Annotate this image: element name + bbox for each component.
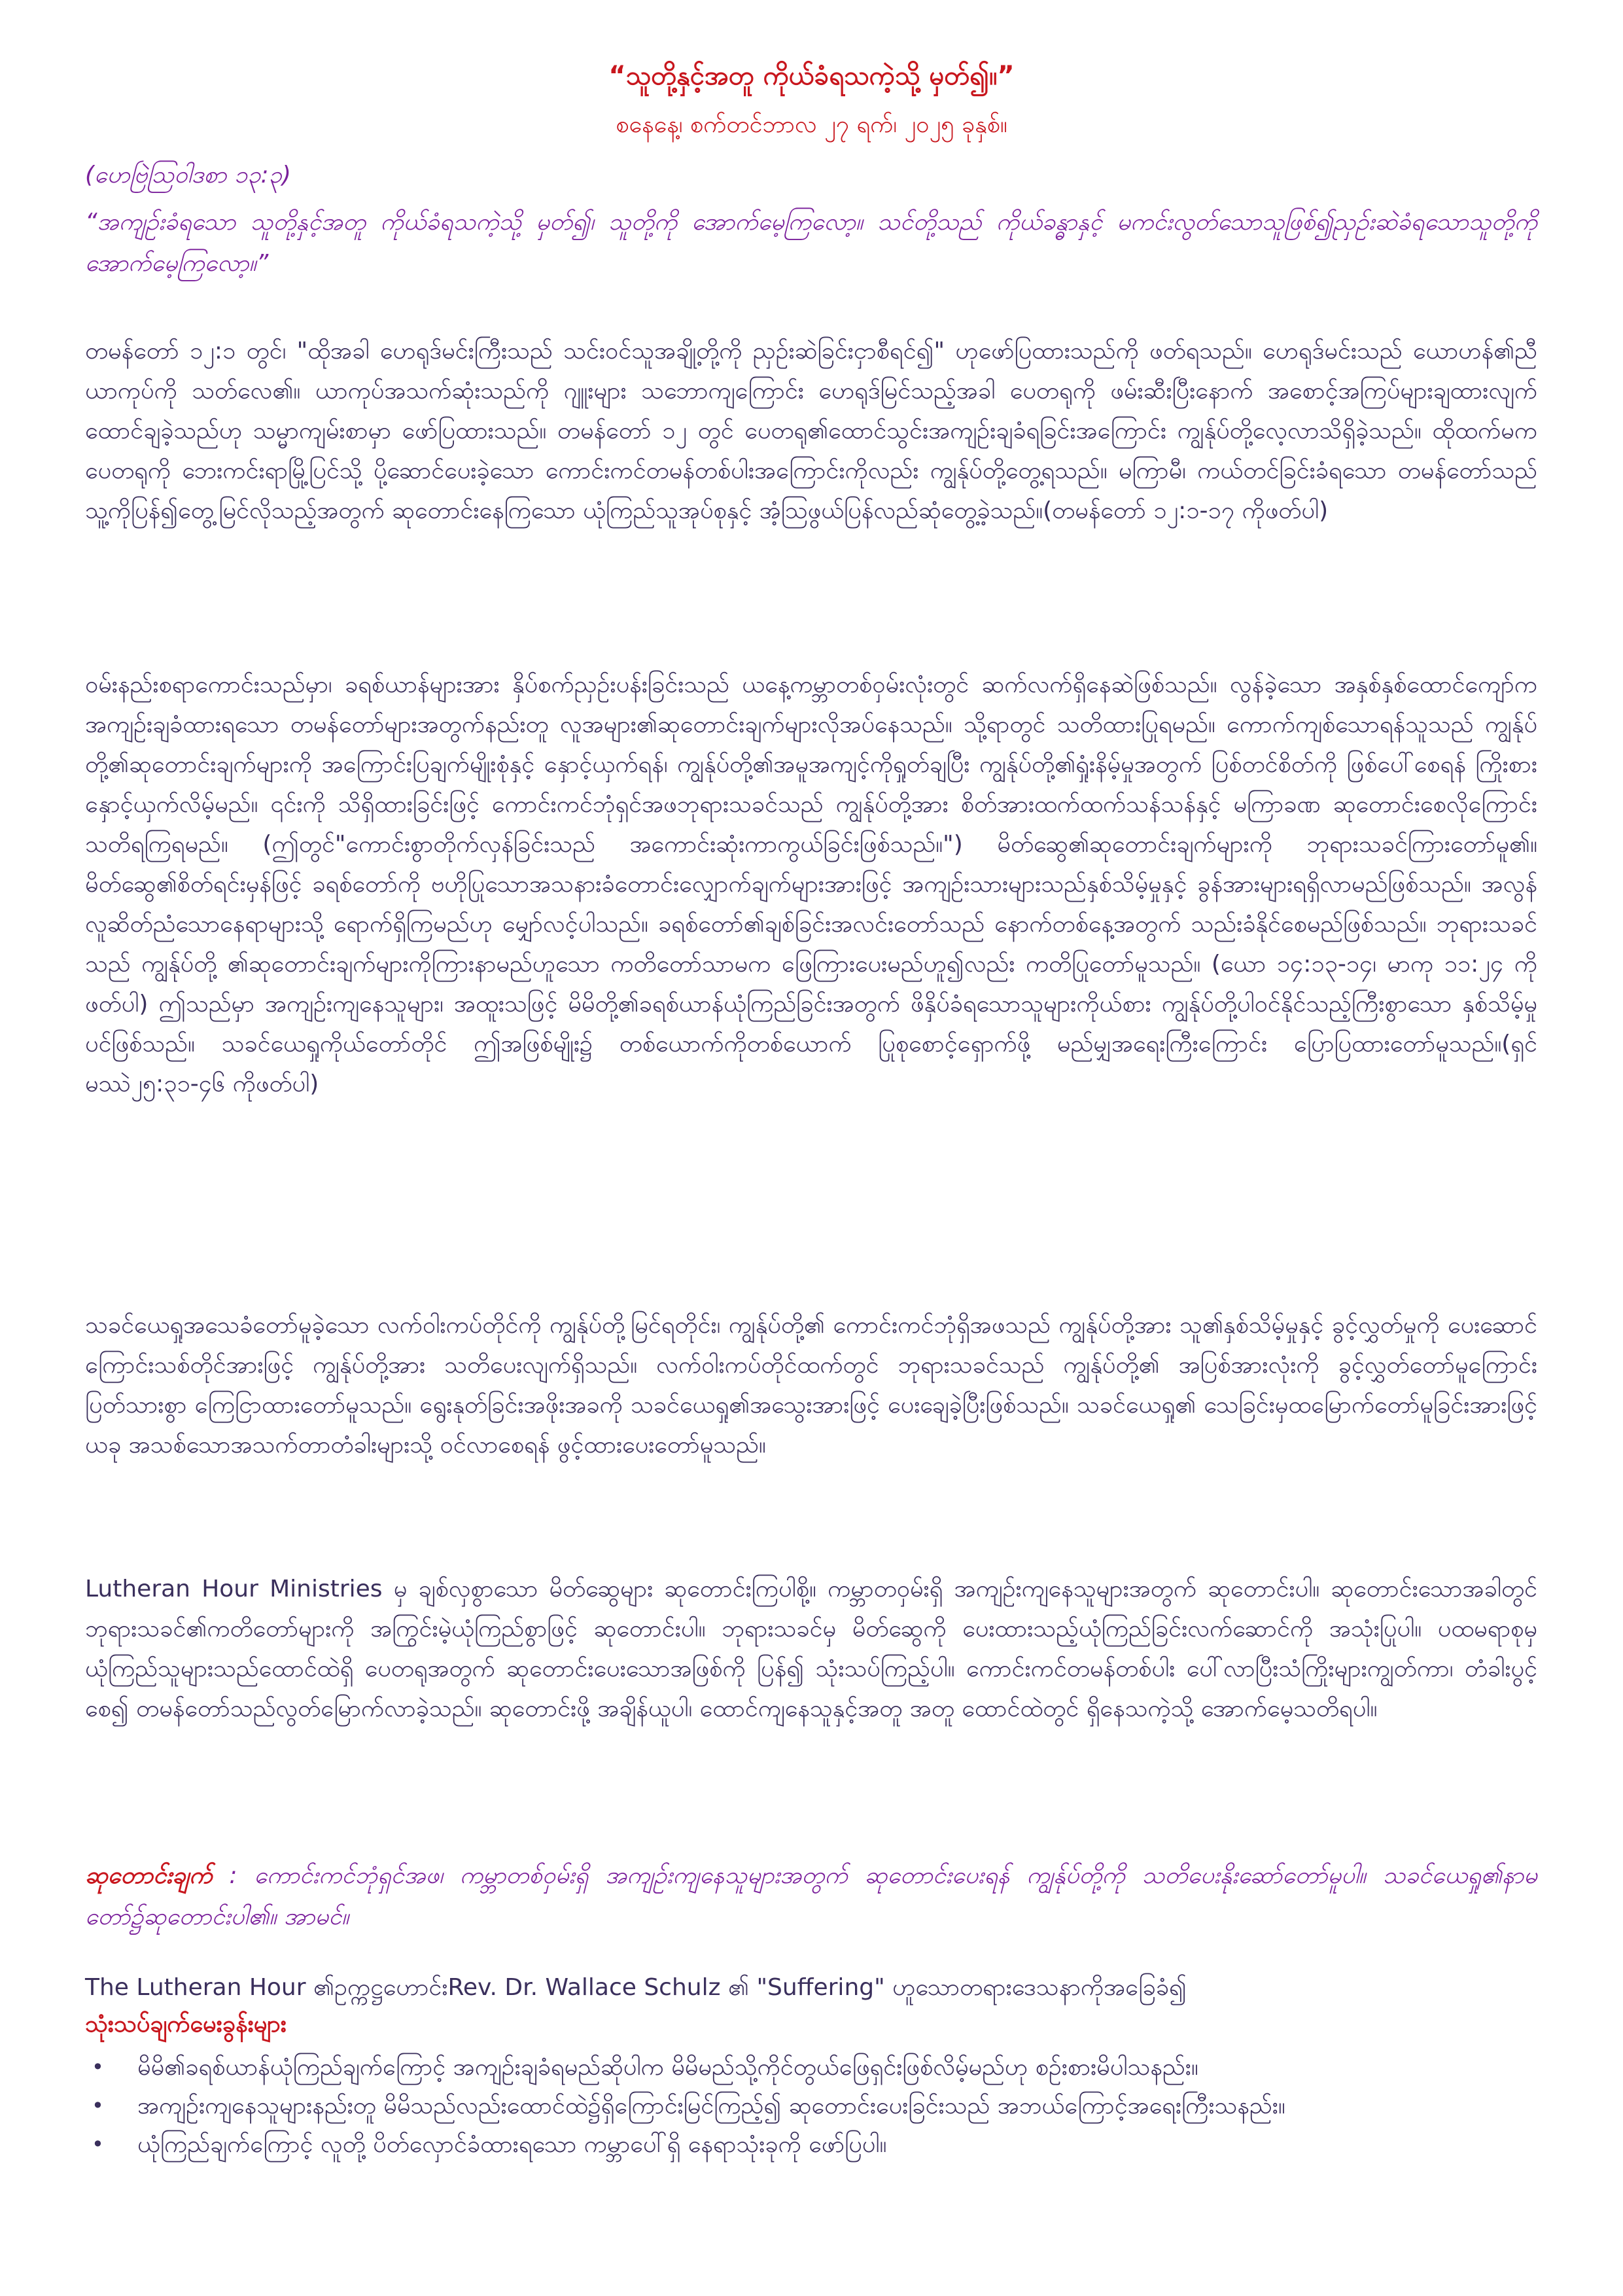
bullet-icon: •: [92, 2093, 104, 2118]
body-paragraph-1: တမန်တော် ၁၂:၁ တွင်၊ "ထိုအခါ ဟေရုဒ်မင်းကြီးသည် သင်းဝင်သူအချို့တို့ကို ညှဉ်းဆဲခြင်းငှာစီရင်၍" ဟုဖော်ပြထားသည်ကို ဖတ်ရသည်။ ဟေရုဒ်မင်းသည် ယောဟန်၏ညီယာကုပ်ကို သတ်လေ၏။ ယာကုပ်အသက်ဆုံးသည်ကို ဂျူးများ သဘောကျကြောင်း ဟေရုဒ်မြင်သည့်အခါ ပေတရုကို ဖမ်းဆီးပြီးနောက် အစောင့်အကြပ်များချထားလျက် ထောင်ချခဲ့သည်ဟု သမ္မာကျမ်းစာမှာ ဖော်ပြထားသည်။ တမန်တော် ၁၂ တွင် ပေတရု၏ထောင်သွင်းအကျဉ်းချခံရခြင်းအကြောင်း ကျွန်ုပ်တို့လေ့လာသိရှိခဲ့သည်။ ထိုထက်မက ပေတရုကို ဘေးကင်းရာမြို့ပြင်သို့ ပို့ဆောင်ပေးခဲ့သော ကောင်းကင်တမန်တစ်ပါးအကြောင်းကိုလည်း ကျွန်ုပ်တို့တွေ့ရသည်။ မကြာမီ၊ ကယ်တင်ခြင်းခံရသော တမန်တော်သည် သူ့ကိုပြန်၍တွေ့မြင်လိုသည့်အတွက် ဆုတောင်းနေကြသော ယုံကြည်သူအုပ်စုနှင့် အံ့သြဖွယ်ပြန်လည်ဆုံတွေ့ခဲ့သည်။(တမန်တော် ၁၂:၁-၁၇ ကိုဖတ်ပါ): [85, 338, 1537, 524]
bullet-icon: •: [92, 2132, 104, 2157]
body-paragraph-4: Lutheran Hour Ministries မှ ချစ်လှစွာသော မိတ်ဆွေများ ဆုတောင်းကြပါစို့။ ကမ္ဘာတဝှမ်းရှိ အကျဉ်းကျနေသူများအတွက် ဆုတောင်းပါ။ ဆုတောင်းသောအခါတွင် ဘုရားသခင်၏ကတိတော်များကို အကြွင်းမဲ့ယုံကြည်စွာဖြင့် ဆုတောင်းပါ။ ဘုရားသခင်မှ မိတ်ဆွေကို ပေးထားသည့်ယုံကြည်ခြင်းလက်ဆောင်ကို အသုံးပြုပါ။ ပထမရာစုမှ ယုံကြည်သူများသည်ထောင်ထဲရှိ ပေတရုအတွက် ဆုတောင်းပေးသောအဖြစ်ကို ပြန်၍ သုံးသပ်ကြည့်ပါ။ ကောင်းကင်တမန်တစ်ပါး ပေါ်လာပြီးသံကြိုးများကျွတ်ကာ၊ တံခါးပွင့်စေ၍ တမန်တော်သည်လွတ်မြောက်လာခဲ့သည်။ ဆုတောင်းဖို့ အချိန်ယူပါ၊ ထောင်ကျနေသူနှင့်အတူ အတူ ထောင်ထဲတွင် ရှိနေသကဲ့သို့ အောက်မေ့သတိရပါ။: [85, 1576, 1537, 1722]
prayer-separator: :: [212, 1862, 254, 1889]
questions-list: [85, 2048, 1537, 2164]
scripture-text: “အကျဉ်းခံရသော သူတို့နှင့်အတူ ကိုယ်ခံရသကဲ့သို့ မှတ်၍၊ သူတို့ကို အောက်မေ့ကြလော့။ သင်တို့သည် ကိုယ်ခန္ဓာနှင့် မကင်းလွတ်သောသူဖြစ်၍ညှဉ်းဆဲခံရသောသူတို့ကို အောက်မေ့ကြလော့။”: [85, 209, 1537, 277]
question-text: အကျဉ်းကျနေသူများနည်းတူ မိမိသည်လည်းထောင်ထဲ၌ရှိကြောင်းမြင်ကြည့်၍ ဆုတောင်းပေးခြင်းသည် အဘယ်ကြောင့်အရေးကြီးသနည်း။: [137, 2093, 1285, 2119]
prayer-label: ဆုတောင်းချက်: [85, 1862, 213, 1889]
list-item: [85, 2087, 1537, 2125]
sermon-source: The Lutheran Hour ၏ဥက္ကဋ္ဌဟောင်းRev. Dr. Wallace Schulz ၏ "Suffering" ဟူသောတရားဒေသနာကိုအခြေခံ၍: [85, 1974, 1187, 2001]
scripture-reference: (ဟေဗြဲဩဝါဒစာ ၁၃:၃): [85, 162, 291, 188]
prayer-block: [85, 1855, 1537, 1937]
body-paragraph-3: သခင်ယေရှုအသေခံတော်မူခဲ့သော လက်ဝါးကပ်တိုင်ကို ကျွန်ုပ်တို့မြင်ရတိုင်း၊ ကျွန်ုပ်တို့၏ ကောင်းကင်ဘုံရှိအဖသည် ကျွန်ုပ်တို့အား သူ၏နှစ်သိမ့်မှုနှင့် ခွင့်လွှတ်မှုကို ပေးဆောင်ကြောင်းသစ်တိုင်အားဖြင့် ကျွန်ုပ်တို့အား သတိပေးလျက်ရှိသည်။ လက်ဝါးကပ်တိုင်ထက်တွင် ဘုရားသခင်သည် ကျွန်ုပ်တို့၏ အပြစ်အားလုံးကို ခွင့်လွှတ်တော်မူကြောင်း ပြတ်သားစွာ ကြေငြာထားတော်မူသည်။ ရွေးနုတ်ခြင်းအဖိုးအခကို သခင်ယေရှု၏အသွေးအားဖြင့် ပေးချေခဲ့ပြီးဖြစ်သည်။ သခင်ယေရှု၏ သေခြင်းမှထမြောက်တော်မူခြင်းအားဖြင့် ယခု အသစ်သောအသက်တာတံခါးများသို့ ဝင်လာစေရန် ဖွင့်ထားပေးတော်မူသည်။: [85, 1312, 1537, 1458]
page-title: “သူတို့နှင့်အတူ ကိုယ်ခံရသကဲ့သို့ မှတ်၍။”: [608, 61, 1015, 91]
body-paragraph-2: ဝမ်းနည်းစရာကောင်းသည်မှာ၊ ခရစ်ယာန်များအား နှိပ်စက်ညှဉ်းပန်းခြင်းသည် ယနေ့ကမ္ဘာတစ်ဝှမ်းလုံးတွင် ဆက်လက်ရှိနေဆဲဖြစ်သည်။ လွန်ခဲ့သော အနှစ်နှစ်ထောင်ကျော်က အကျဉ်းချခံထားရသော တမန်တော်များအတွက်နည်းတူ လူအများ၏ဆုတောင်းချက်များလိုအပ်နေသည်။ သို့ရာတွင် သတိထားပြုရမည်။ ကောက်ကျစ်သောရန်သူသည် ကျွန်ုပ်တို့၏ဆုတောင်းချက်များကို အကြောင်းပြချက်မျိုးစုံနှင့် နှောင့်ယှက်ရန်၊ ကျွန်ုပ်တို့၏အမူအကျင့်ကိုရှုတ်ချပြီး ကျွန်ုပ်တို့၏ရှုံးနိမ့်မှုအတွက် ပြစ်တင်စိတ်ကို ဖြစ်ပေါ်စေရန် ကြိုးစားနှောင့်ယှက်လိမ့်မည်။ ၎င်းကို သိရှိထားခြင်းဖြင့် ကောင်းကင်ဘုံရှင်အဖဘုရားသခင်သည် ကျွန်ုပ်တို့အား စိတ်အားထက်ထက်သန်သန်နှင့် မကြာခဏ ဆုတောင်းစေလိုကြောင်း သတိရကြရမည်။ (ဤတွင်"ကောင်းစွာတိုက်လှန်ခြင်းသည် အကောင်းဆုံးကာကွယ်ခြင်းဖြစ်သည်။") မိတ်ဆွေ၏ဆုတောင်းချက်များကို ဘုရားသခင်ကြားတော်မူ၏။ မိတ်ဆွေ၏စိတ်ရင်းမှန်ဖြင့် ခရစ်တော်ကို ဗဟိုပြုသောအသနားခံတောင်းလျှောက်ချက်များအားဖြင့် အကျဉ်းသားများသည်နှစ်သိမ့်မှုနှင့် ခွန်အားများရရှိလာမည်ဖြစ်သည်။ အလွန်လူဆိတ်ညံသောနေရာများသို့ ရောက်ရှိကြမည်ဟု မျှော်လင့်ပါသည်။ ခရစ်တော်၏ချစ်ခြင်းအလင်းတော်သည် နောက်တစ်နေ့အတွက် သည်းခံနိုင်စေမည်ဖြစ်သည်။ ဘုရားသခင်သည် ကျွန်ုပ်တို့ ၏ဆုတောင်းချက်များကိုကြားနာမည်ဟူသော ကတိတော်သာမက ဖြေကြားပေးမည်ဟူ၍လည်း ကတိပြုတော်မူသည်။ (ယော ၁၄:၁၃-၁၄၊ မာကု ၁၁:၂၄ ကိုဖတ်ပါ) ဤသည်မှာ အကျဉ်းကျနေသူများ၊ အထူးသဖြင့် မိမိတို့၏ခရစ်ယာန်ယုံကြည်ခြင်းအတွက် ဖိနှိပ်ခံရသောသူများကိုယ်စား ကျွန်ုပ်တို့ပါဝင်နိုင်သည့်ကြီးစွာသော နှစ်သိမ့်မှုပင်ဖြစ်သည်။ သခင်ယေရှုကိုယ်တော်တိုင် ဤအဖြစ်မျိုး၌ တစ်ယောက်ကိုတစ်ယောက် ပြုစုစောင့်ရှောက်ဖို့ မည်မျှအရေးကြီးကြောင်း ပြောပြထားတော်မူသည်။(ရှင်မဿဲ၂၅:၃၁-၄၆ ကိုဖတ်ပါ): [85, 671, 1537, 1097]
bullet-icon: •: [92, 2055, 104, 2079]
prayer-text: ကောင်းကင်ဘုံရှင်အဖ၊ ကမ္ဘာတစ်ဝှမ်းရှိ အကျဉ်းကျနေသူများအတွက် ဆုတောင်းပေးရန် ကျွန်ုပ်တို့ကို သတိပေးနိုးဆော်တော်မူပါ။ သခင်ယေရှု၏နာမတော်၌ဆုတောင်းပါ၏။ အာမင်။: [85, 1862, 1537, 1930]
date-line: စနေနေ့၊ စက်တင်ဘာလ ၂၇ ရက်၊ ၂၀၂၅ ခုနှစ်။: [616, 111, 1007, 138]
list-item: [85, 2048, 1537, 2087]
questions-heading: သုံးသပ်ချက်မေးခွန်းများ: [85, 2011, 287, 2038]
question-text: ယုံကြည်ချက်ကြောင့် လူတို့ ပိတ်လှောင်ခံထားရသော ကမ္ဘာပေါ်ရှိ နေရာသုံးခုကို ဖော်ပြပါ။: [137, 2131, 887, 2158]
question-text: မိမိ၏ခရစ်ယာန်ယုံကြည်ချက်ကြောင့် အကျဉ်းချခံရမည်ဆိုပါက မိမိမည်သို့ကိုင်တွယ်ဖြေရှင်းဖြစ်လိမ့်မည်ဟု စဉ်းစားမိပါသနည်း။: [137, 2054, 1198, 2081]
list-item: [85, 2125, 1537, 2164]
